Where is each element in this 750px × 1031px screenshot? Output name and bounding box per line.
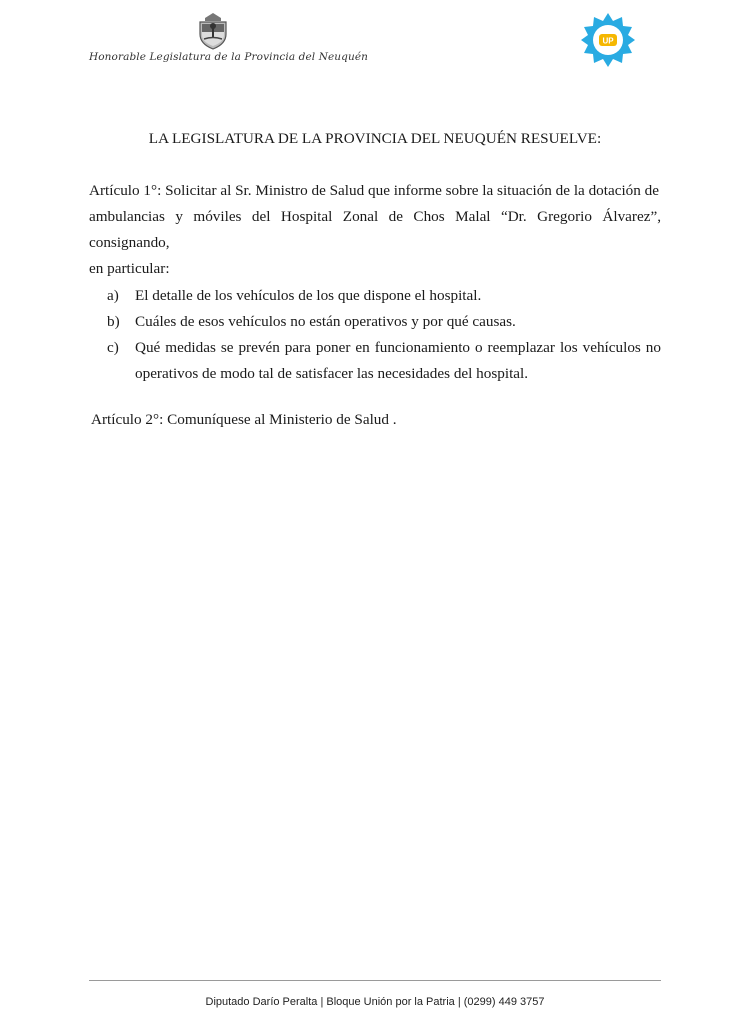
list-marker: a): [107, 287, 119, 304]
footer-contact: Diputado Darío Peralta | Bloque Unión por la Patria | (0299) 449 3757: [205, 996, 545, 1008]
institution-name: Honorable Legislatura de la Provincia del Neuquén: [89, 51, 369, 63]
up-sun-logo-icon: [580, 12, 636, 68]
article-1-list: [107, 283, 661, 387]
letterhead: [0, 0, 750, 80]
resolution-heading: LA LEGISLATURA DE LA PROVINCIA DEL NEUQUÉN RESUELVE:: [148, 130, 602, 147]
list-item: [107, 309, 661, 335]
list-marker: b): [107, 313, 120, 330]
article-1-line: en particular:: [89, 260, 170, 277]
article-1-line: Artículo 1°: Solicitar al Sr. Ministro de Salud que informe sobre la situación de la dotación de: [89, 182, 659, 199]
article-1: [89, 178, 661, 282]
list-item-text: El detalle de los vehículos de los que dispone el hospital.: [135, 287, 482, 304]
list-item: [107, 283, 661, 309]
list-item-text: Cuáles de esos vehículos no están operativos y por qué causas.: [135, 313, 516, 330]
list-marker: c): [107, 339, 119, 356]
coat-of-arms-icon: [196, 12, 230, 50]
article-2: Artículo 2°: Comuníquese al Ministerio de Salud .: [91, 411, 397, 428]
list-item-text: Qué medidas se prevén para poner en funcionamiento o reemplazar los vehículos no operativos de modo tal de satisfacer las necesidades del hospital.: [135, 339, 661, 382]
article-1-line: ambulancias y móviles del Hospital Zonal de Chos Malal “Dr. Gregorio Álvarez”, consignando,: [89, 208, 661, 251]
svg-text:UP: UP: [602, 36, 614, 46]
list-item: [107, 335, 661, 387]
footer-divider: [89, 980, 661, 981]
